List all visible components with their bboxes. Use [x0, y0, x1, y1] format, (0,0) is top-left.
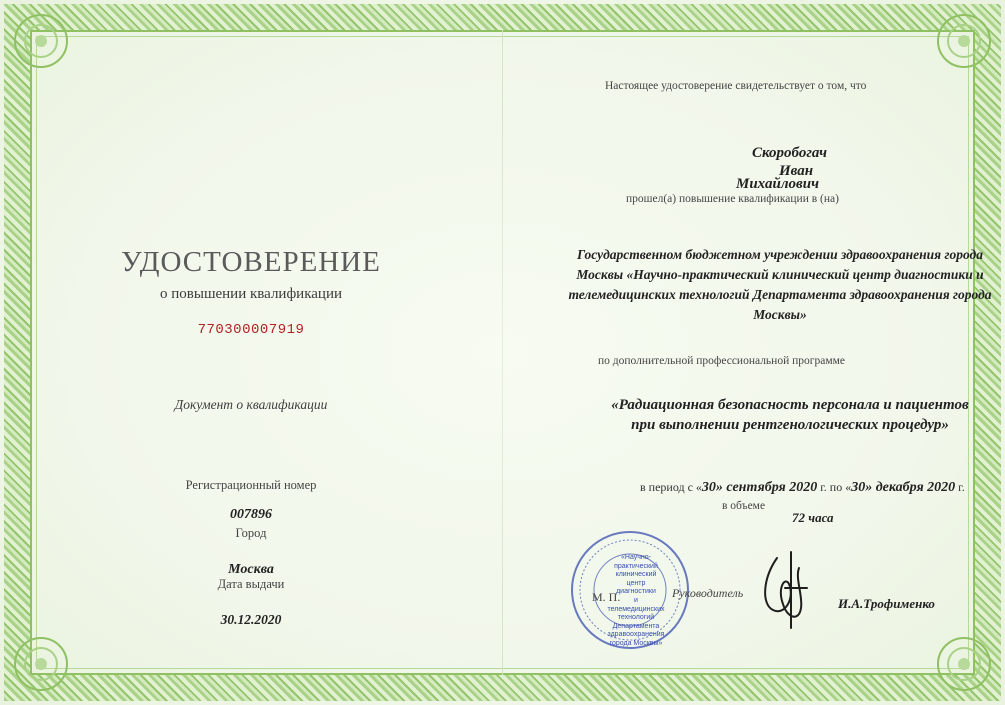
holder-first-name: Иван — [779, 163, 814, 179]
period-end-rest: » декабря 2020 — [865, 480, 956, 495]
passed-label: прошел(а) повышение квалификации в (на) — [626, 193, 839, 205]
program-name: «Радиационная безопасность персонала и пациентов при выполнении рентгенологических процедур» — [611, 397, 969, 433]
period-prefix: в период с « — [640, 480, 702, 494]
holder-patronymic: Михайлович — [736, 176, 819, 192]
holder-surname: Скоробогач — [752, 145, 828, 161]
volume-label: в объеме — [722, 500, 766, 512]
stamp-text: «Научно- практический клинический центр диагностики и телемедицинских технологий Департамента здравоохранения города Москвы» — [607, 554, 665, 647]
corner-ornament-bottom-right — [929, 629, 999, 699]
intro-text: Настоящее удостоверение свидетельствует о том, что — [605, 80, 867, 92]
city-value: Москва — [228, 562, 274, 577]
signature — [755, 548, 815, 634]
corner-ornament-top-left — [6, 6, 76, 76]
organization-name: Государственном бюджетном учреждении здравоохранения города Москвы «Научно-практический клинический центр диагностики и телемедицинских технологий Департамента здравоохранения города Москвы» — [568, 247, 992, 322]
head-label: Руководитель — [672, 586, 744, 600]
registration-number: 007896 — [230, 507, 272, 522]
hours-value: 72 часа — [792, 510, 834, 525]
corner-ornament-bottom-left — [6, 629, 76, 699]
city-label: Город — [235, 526, 267, 540]
page-fold — [502, 30, 503, 675]
certificate-subtitle: о повышении квалификации — [160, 286, 342, 302]
corner-ornament-top-right — [929, 6, 999, 76]
document-type: Документ о квалификации — [174, 397, 328, 412]
period-mid: г. по « — [817, 480, 852, 494]
stamp-place-label: М. П. — [592, 590, 621, 604]
issue-date: 30.12.2020 — [220, 612, 282, 627]
head-name: И.А.Трофименко — [838, 596, 935, 611]
issue-date-label: Дата выдачи — [217, 577, 285, 591]
period-end-day: 30 — [851, 480, 866, 495]
period-start-day: 30 — [701, 480, 716, 495]
study-period — [640, 480, 965, 496]
registration-number-label: Регистрационный номер — [185, 478, 317, 492]
certificate-title: УДОСТОВЕРЕНИЕ — [121, 246, 381, 278]
program-label: по дополнительной профессиональной программе — [598, 355, 845, 367]
period-start-rest: » сентября 2020 — [715, 480, 818, 495]
certificate-number: 770300007919 — [197, 322, 305, 338]
period-suffix: г. — [955, 480, 965, 494]
